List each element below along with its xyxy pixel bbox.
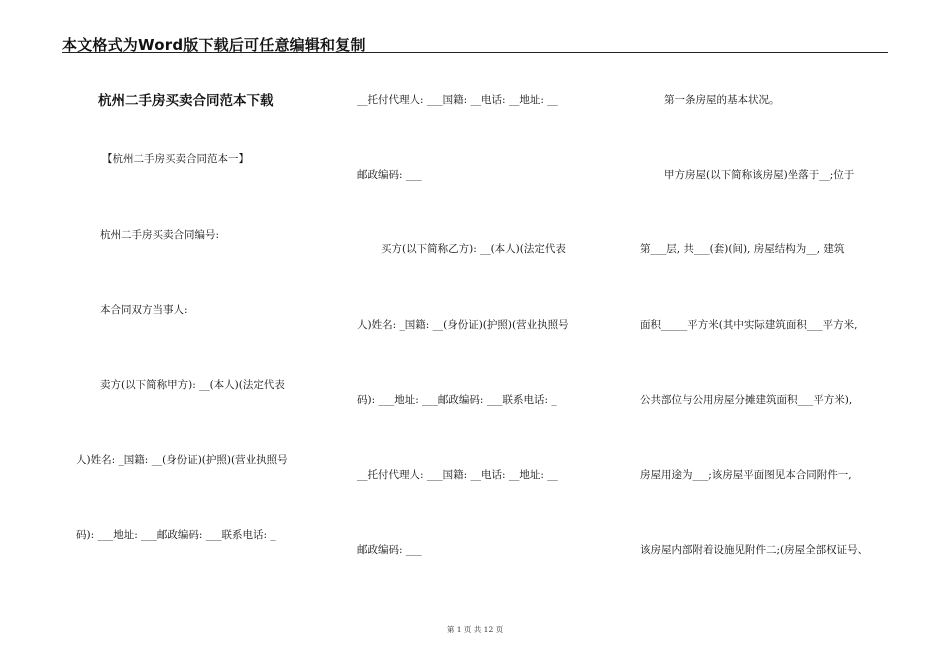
text-line: __托付代理人: ___国籍: __电话: __地址: __	[357, 469, 558, 481]
text-line: 码): ___地址: ___邮政编码: ___联系电话: _	[76, 529, 276, 541]
page-number: 第 1 页 共 12 页	[446, 625, 504, 634]
text-line: 本合同双方当事人:	[100, 304, 188, 316]
text-line: 邮政编码: ___	[357, 169, 422, 181]
text-line: 第___层, 共___(套)(间), 房屋结构为__, 建筑	[640, 243, 845, 255]
text-line: 第一条房屋的基本状况。	[664, 94, 780, 106]
text-line: 人)姓名: _国籍: __(身份证)(护照)(营业执照号	[76, 454, 288, 466]
text-line: 公共部位与公用房屋分摊建筑面积___平方米),	[640, 394, 853, 406]
document-title: 杭州二手房买卖合同范本下载	[98, 93, 274, 109]
text-line: 买方(以下简称乙方): __(本人)(法定代表	[381, 243, 566, 255]
text-line: 码): ___地址: ___邮政编码: ___联系电话: _	[357, 394, 557, 406]
text-line: 卖方(以下简称甲方): __(本人)(法定代表	[100, 379, 285, 391]
text-line: 杭州二手房买卖合同编号:	[100, 229, 220, 241]
text-line: __托付代理人: ___国籍: __电话: __地址: __	[357, 94, 558, 106]
header-divider	[62, 52, 888, 53]
text-line: 房屋用途为___;该房屋平面图见本合同附件一,	[640, 469, 852, 481]
text-line: 该房屋内部附着设施见附件二;(房屋全部权证号、	[640, 544, 869, 556]
text-line: 甲方房屋(以下简称该房屋)坐落于__;位于	[664, 169, 855, 181]
text-line: 【杭州二手房买卖合同范本一】	[102, 153, 249, 165]
page-header-title: 本文格式为Word版下载后可任意编辑和复制	[62, 36, 366, 54]
text-line: 邮政编码: ___	[357, 544, 422, 556]
text-line: 面积_____平方米(其中实际建筑面积___平方米,	[640, 319, 858, 331]
text-line: 人)姓名: _国籍: __(身份证)(护照)(营业执照号	[357, 319, 569, 331]
